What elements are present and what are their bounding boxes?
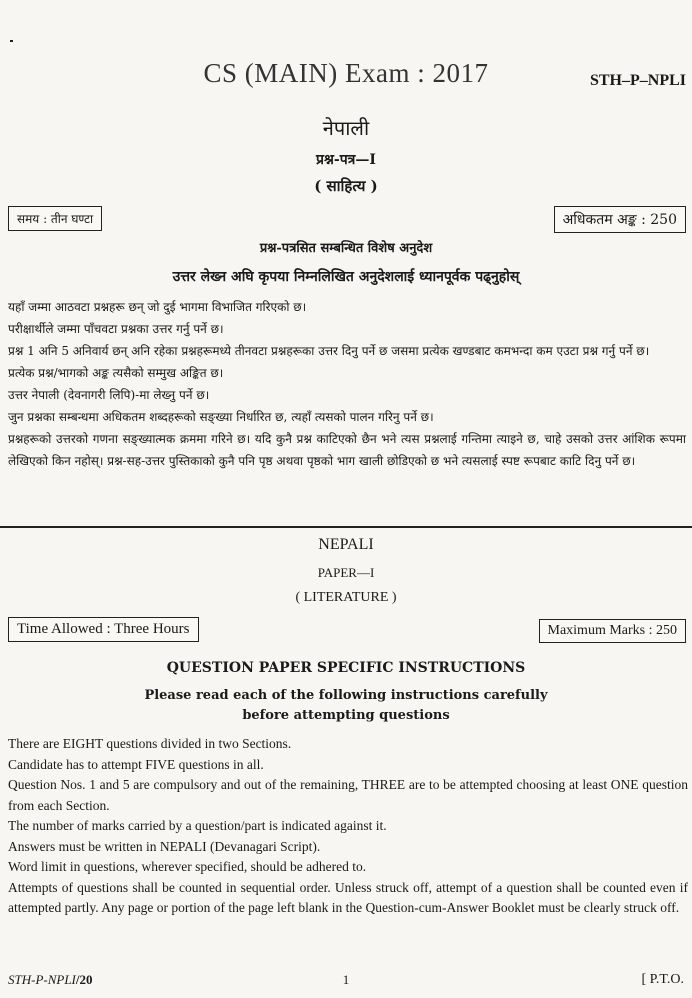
english-instruction: Word limit in questions, wherever specified, should be adhered to. [8, 859, 367, 874]
english-marks-box: Maximum Marks : 250 [539, 619, 687, 643]
nepali-instruction: प्रत्येक प्रश्न/भागको अङ्क त्यसैको सम्मुख अङ्कित छ। [8, 366, 224, 380]
nepali-paper: प्रश्न-पत्र—I [316, 152, 376, 168]
section-divider [0, 526, 692, 528]
nepali-subject: नेपाली [322, 116, 370, 140]
english-heading: QUESTION PAPER SPECIFIC INSTRUCTIONS [166, 660, 526, 676]
nepali-time-box: समय : तीन घण्टा [8, 206, 102, 231]
english-paper: PAPER—I [317, 565, 375, 580]
scan-speck [10, 40, 13, 42]
nepali-instruction: प्रश्न 1 अनि 5 अनिवार्य छन् अनि रहेका प्रश्नहरूमध्ये तीनवटा प्रश्नहरूका उत्तर दिनु पर्ने छ जसमा प्रत्येक खण्डबाट कमभन्दा कम एउटा प्रश्न गर्नु पर्ने छ। [8, 344, 650, 358]
english-subheading-1: Please read each of the following instructions carefully [144, 688, 548, 703]
english-subheading-2: before attempting questions [242, 708, 450, 723]
footer-code-text: STH-P-NPLI [8, 972, 76, 987]
nepali-instruction: यहाँ जम्मा आठवटा प्रश्नहरू छन् जो दुई भागमा विभाजित गरिएको छ। [8, 300, 307, 314]
english-instructions [8, 734, 688, 919]
english-instruction: Attempts of questions shall be counted in sequential order. Unless struck off, attempt of a question shall be counted even if attempted partly. Any page or portion of the page left blank in the Question-cum-Answer Booklet must be clearly struck off. [8, 879, 688, 915]
english-instruction: Candidate has to attempt FIVE questions in all. [8, 756, 264, 772]
english-instruction: Question Nos. 1 and 5 are compulsory and out of the remaining, THREE are to be attempted choosing at least ONE question from each Section. [8, 777, 688, 813]
nepali-instructions [8, 296, 686, 472]
english-subject: NEPALI [318, 536, 374, 553]
page-number: 1 [342, 972, 350, 987]
exam-title: CS (MAIN) Exam : 2017 [203, 58, 489, 88]
nepali-literature: ( साहित्य ) [314, 177, 378, 195]
paper-code: STH–P–NPLI [589, 72, 686, 89]
english-time-box: Time Allowed : Three Hours [8, 617, 199, 642]
footer-code-suffix: /20 [75, 972, 93, 987]
nepali-instruction: परीक्षार्थीले जम्मा पाँचवटा प्रश्नका उत्तर गर्नु पर्ने छ। [8, 322, 224, 336]
english-instruction: Answers must be written in NEPALI (Devanagari Script). [8, 838, 321, 854]
english-literature: ( LITERATURE ) [295, 590, 397, 605]
nepali-subheading: उत्तर लेख्न अघि कृपया निम्नलिखित अनुदेशलाई ध्यानपूर्वक पढ्नुहोस् [172, 269, 520, 285]
nepali-instruction: प्रश्नहरूको उत्तरको गणना सङ्ख्यात्मक क्रममा गरिने छ। यदि कुनै प्रश्न काटिएको छैन भने त्यस प्रश्नलाई गन्तिमा त्याइने छ, चाहे उसको उत्तर आंशिक रूपमा लेखिएको किन नहोस्। प्रश्न-सह-उत्तर पुस्तिकाको कुनै पनि पृष्ठ अथवा पृष्ठको भाग खाली छोडिएको छ भने त्यसलाई स्पष्ट रूपबाट काटि दिनु पर्ने छ। [8, 432, 686, 468]
nepali-instruction: जुन प्रश्नका सम्बन्धमा अधिकतम शब्दहरूको सङ्ख्या निर्धारित छ, त्यहाँ त्यसको पालन गरिनु पर्ने छ। [8, 410, 434, 424]
nepali-marks-box: अधिकतम अङ्क : 250 [554, 206, 686, 233]
pto-label: [ P.T.O. [641, 972, 684, 987]
nepali-instruction: उत्तर नेपाली (देवनागरी लिपि)-मा लेख्नु पर्ने छ। [8, 388, 210, 402]
nepali-heading: प्रश्न-पत्रसित सम्बन्धित विशेष अनुदेश [259, 241, 433, 256]
english-instruction: There are EIGHT questions divided in two Sections. [8, 736, 292, 751]
english-instruction: The number of marks carried by a question/part is indicated against it. [8, 818, 387, 833]
